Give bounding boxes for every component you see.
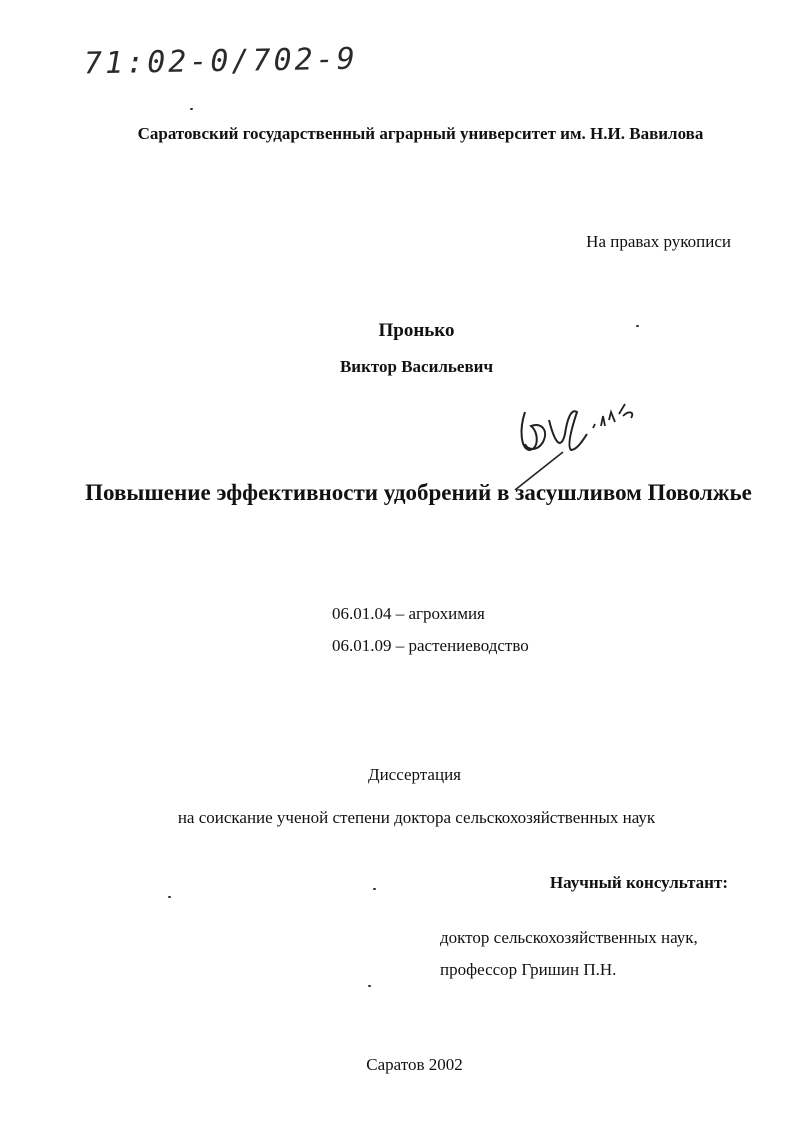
scan-speck xyxy=(368,985,371,987)
author-surname: Пронько xyxy=(378,320,455,341)
handwritten-signature xyxy=(505,390,655,490)
rights-note: На правах рукописи xyxy=(586,232,731,251)
scan-speck xyxy=(168,896,171,898)
dissertation-title: Повышение эффективности удобрений в засушливом Поволжье xyxy=(85,480,752,505)
specialty-line: 06.01.04 – агрохимия xyxy=(332,604,485,623)
author-name: Виктор Васильевич xyxy=(339,357,494,376)
document-type: Диссертация xyxy=(367,765,461,784)
scan-speck xyxy=(636,325,639,327)
specialty-line: 06.01.09 – растениеводство xyxy=(332,636,529,655)
university-name: Саратовский государственный аграрный университет им. Н.И. Вавилова xyxy=(137,124,704,143)
consultant-degree: доктор сельскохозяйственных наук, xyxy=(440,928,698,947)
handwritten-archive-code: 71:02-0/702-9 xyxy=(83,41,359,82)
scan-speck xyxy=(373,888,376,890)
degree-statement: на соискание ученой степени доктора сельскохозяйственных наук xyxy=(177,808,656,827)
consultant-name: профессор Гришин П.Н. xyxy=(440,960,617,979)
scan-speck xyxy=(190,108,193,110)
city-year: Саратов 2002 xyxy=(366,1055,463,1074)
consultant-label: Научный консультант: xyxy=(549,873,728,892)
